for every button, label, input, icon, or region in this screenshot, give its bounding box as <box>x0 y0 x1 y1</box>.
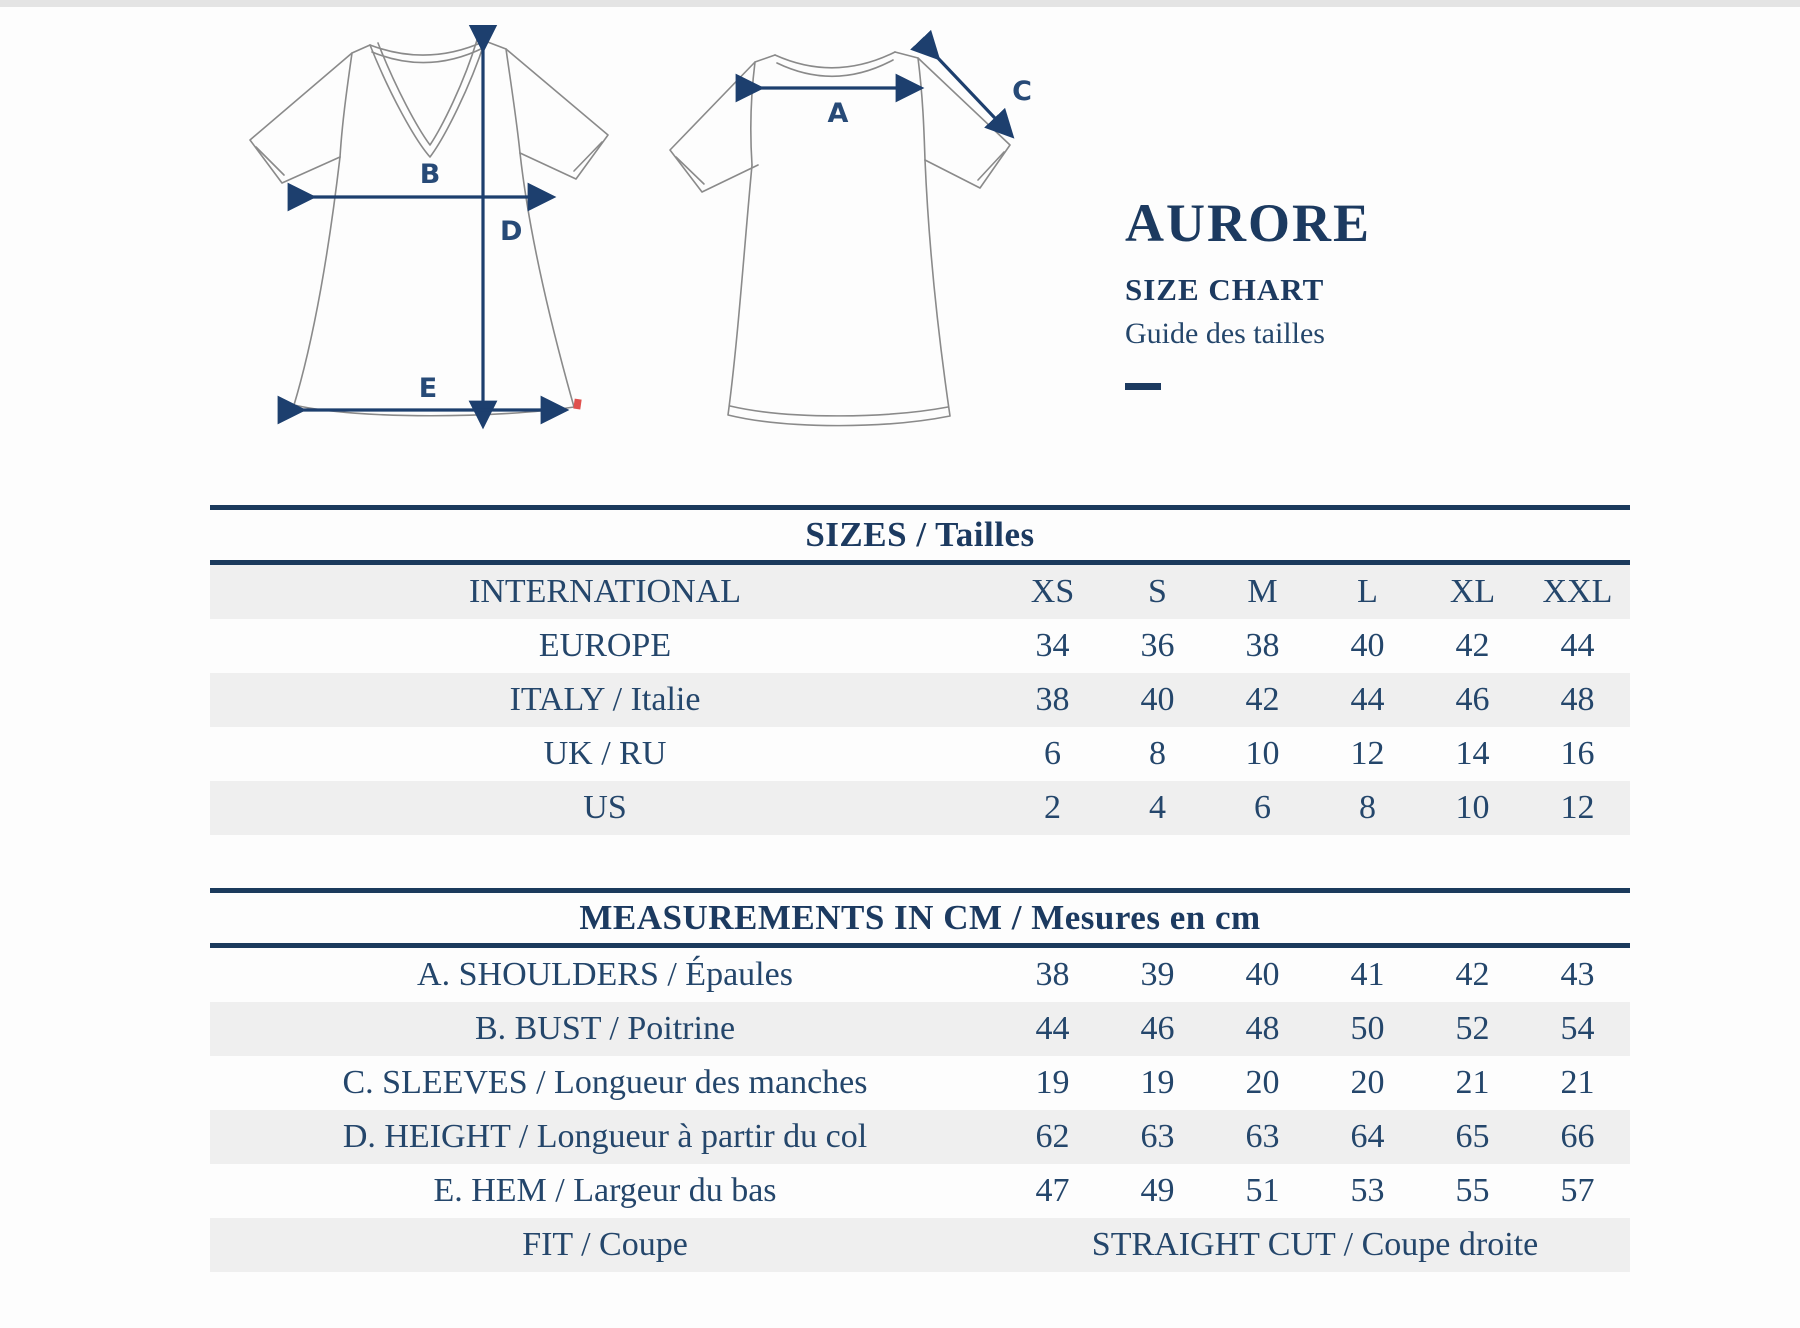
cell-m: 48 <box>1245 1010 1280 1047</box>
cell-m: 63 <box>1245 1118 1280 1155</box>
cell-m: 20 <box>1245 1064 1280 1101</box>
table-row <box>210 948 1630 1002</box>
cell-xxl: 48 <box>1560 681 1595 718</box>
hem-tag <box>573 399 581 410</box>
table-row <box>210 1164 1630 1218</box>
cell-xl: 65 <box>1455 1118 1490 1155</box>
cell-xs: 47 <box>1035 1172 1070 1209</box>
cell-xxl: 12 <box>1560 789 1595 826</box>
cell-l: 53 <box>1350 1172 1385 1209</box>
cell-m: 10 <box>1245 735 1280 772</box>
row-label: INTERNATIONAL <box>469 573 741 610</box>
page-top-edge <box>0 0 1800 7</box>
row-label: A. SHOULDERS / Épaules <box>417 956 793 993</box>
table-row <box>210 781 1630 835</box>
table-row <box>210 673 1630 727</box>
row-label: D. HEIGHT / Longueur à partir du col <box>342 1118 868 1155</box>
cell-s: S <box>1148 573 1167 610</box>
row-label: US <box>583 789 627 826</box>
row-label: E. HEM / Largeur du bas <box>433 1172 777 1209</box>
measurements-heading: MEASUREMENTS IN CM / Mesures en cm <box>579 898 1261 937</box>
cell-s: 19 <box>1140 1064 1175 1101</box>
dim-letter-c: C <box>1012 76 1032 107</box>
table-row <box>210 727 1630 781</box>
cell-xl: 46 <box>1455 681 1490 718</box>
table-row <box>210 1002 1630 1056</box>
front-right-sleeve <box>485 41 608 179</box>
cell-s: 36 <box>1140 627 1175 664</box>
cell-xs: 34 <box>1035 627 1070 664</box>
cell-l: L <box>1357 573 1378 610</box>
row-label: ITALY / Italie <box>509 681 701 718</box>
dim-letter-d: D <box>500 216 523 247</box>
cell-xl: 21 <box>1455 1064 1490 1101</box>
row-label: EUROPE <box>538 627 672 664</box>
table-row <box>210 565 1630 619</box>
front-vneck-outer <box>370 41 485 157</box>
title-dash-rule <box>1125 383 1161 390</box>
front-right-cuff-line <box>574 142 602 171</box>
cell-s: 40 <box>1140 681 1175 718</box>
cell-s: 49 <box>1140 1172 1175 1209</box>
cell-xs: XS <box>1030 573 1075 610</box>
dim-letter-b: B <box>419 159 441 190</box>
cell-s: 63 <box>1140 1118 1175 1155</box>
cell-xl: 52 <box>1455 1010 1490 1047</box>
back-right-seam <box>918 58 925 160</box>
front-left-cuff-line <box>256 147 284 175</box>
table-row <box>210 1056 1630 1110</box>
row-label: C. SLEEVES / Longueur des manches <box>342 1064 868 1101</box>
cell-xs: 38 <box>1035 681 1070 718</box>
cell-xs: 38 <box>1035 956 1070 993</box>
cell-l: 41 <box>1350 956 1385 993</box>
dim-letter-e: E <box>418 373 438 404</box>
cell-l: 20 <box>1350 1064 1385 1101</box>
table-row <box>210 619 1630 673</box>
back-left-sleeve <box>670 55 775 192</box>
cell-xs: 19 <box>1035 1064 1070 1101</box>
back-left-cuff-line <box>676 157 704 184</box>
cell-xxl: 66 <box>1560 1118 1595 1155</box>
back-hem-band <box>730 406 948 416</box>
cell-m: 42 <box>1245 681 1280 718</box>
sleeve-arrow-c <box>936 56 1010 134</box>
front-back-neckline <box>370 41 485 55</box>
cell-xs: 6 <box>1044 735 1061 772</box>
cell-xl: 55 <box>1455 1172 1490 1209</box>
row-label: FIT / Coupe <box>522 1226 688 1263</box>
size-chart-subtitle: SIZE CHART <box>1125 272 1325 307</box>
cell-xxl: 43 <box>1560 956 1595 993</box>
fit-row <box>210 1218 1630 1272</box>
table-row <box>210 1110 1630 1164</box>
front-left-sleeve <box>250 45 370 183</box>
cell-xl: 10 <box>1455 789 1490 826</box>
front-right-seam <box>506 49 520 153</box>
front-shirt-diagram <box>230 25 630 440</box>
row-label: UK / RU <box>543 735 667 772</box>
cell-s: 4 <box>1149 789 1166 826</box>
sizes-table <box>210 505 1630 835</box>
cell-m: 40 <box>1245 956 1280 993</box>
product-title: AURORE <box>1125 193 1372 253</box>
cell-xl: XL <box>1449 573 1496 610</box>
fit-value: STRAIGHT CUT / Coupe droite <box>1091 1226 1539 1263</box>
measurements-table <box>210 888 1630 1272</box>
back-left-seam <box>751 62 755 165</box>
back-shirt-diagram <box>640 30 1040 445</box>
cell-m: 6 <box>1254 789 1271 826</box>
cell-xl: 42 <box>1455 956 1490 993</box>
cell-xl: 42 <box>1455 627 1490 664</box>
cell-l: 12 <box>1350 735 1385 772</box>
front-left-seam <box>340 53 352 157</box>
back-neckline-outer <box>775 52 895 68</box>
cell-xxl: 54 <box>1560 1010 1595 1047</box>
back-right-cuff-line <box>978 152 1004 180</box>
cell-m: 38 <box>1245 627 1280 664</box>
back-body-outline <box>728 160 950 426</box>
cell-xxl: 16 <box>1560 735 1595 772</box>
cell-m: 51 <box>1245 1172 1280 1209</box>
cell-s: 8 <box>1149 735 1166 772</box>
cell-l: 44 <box>1350 681 1385 718</box>
cell-xxl: XXL <box>1542 573 1613 610</box>
sizes-heading: SIZES / Tailles <box>805 515 1035 554</box>
cell-xs: 62 <box>1035 1118 1070 1155</box>
dim-letter-a: A <box>827 98 849 129</box>
cell-xs: 2 <box>1044 789 1061 826</box>
cell-l: 40 <box>1350 627 1385 664</box>
cell-xs: 44 <box>1035 1010 1070 1047</box>
row-label: B. BUST / Poitrine <box>474 1010 736 1047</box>
cell-l: 64 <box>1350 1118 1385 1155</box>
cell-m: M <box>1247 573 1278 610</box>
cell-l: 8 <box>1359 789 1376 826</box>
cell-xxl: 44 <box>1560 627 1595 664</box>
cell-l: 50 <box>1350 1010 1385 1047</box>
cell-xxl: 57 <box>1560 1172 1595 1209</box>
cell-s: 39 <box>1140 956 1175 993</box>
brand-block <box>1125 193 1545 390</box>
cell-xl: 14 <box>1455 735 1490 772</box>
size-chart-subtitle-fr: Guide des tailles <box>1125 317 1325 350</box>
cell-s: 46 <box>1140 1010 1175 1047</box>
cell-xxl: 21 <box>1560 1064 1595 1101</box>
